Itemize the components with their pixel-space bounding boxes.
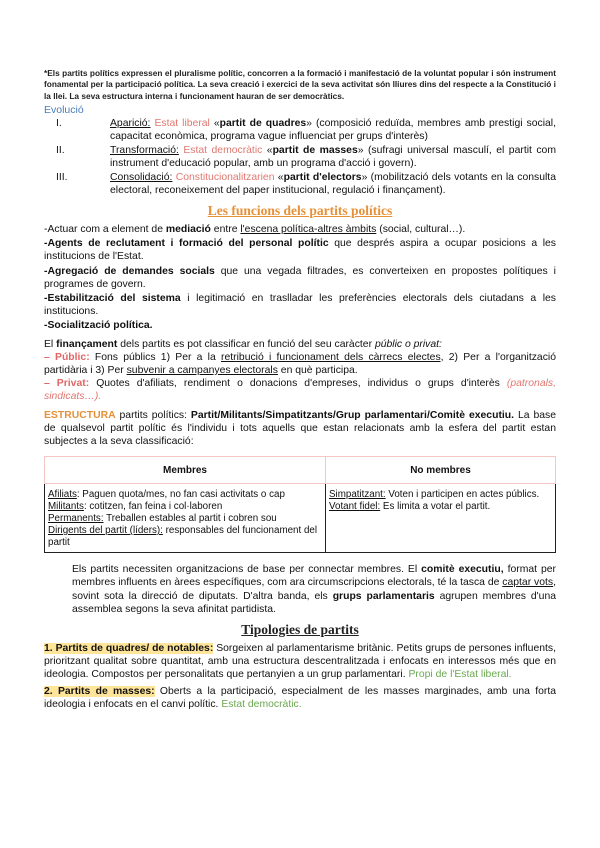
text-underlined: retribució i funcionament dels càrrecs electes, [221, 351, 444, 363]
membre-line [48, 525, 322, 549]
item-bold: partit de masses [272, 144, 358, 156]
term: Dirigents del partit (líders): [48, 525, 163, 537]
text: , sovint sota la direcció de diputats. D'altra banda, els [72, 577, 556, 602]
header-no-membres: No membres [326, 457, 556, 484]
text-underlined: l'escena política-altres àmbits [240, 223, 377, 235]
term: Simpatitzant: [329, 489, 386, 501]
quote-open: « [209, 117, 220, 129]
members-table [44, 456, 556, 553]
term: Votant fidel: [329, 501, 381, 513]
text: en què participa. [277, 364, 358, 376]
text: agrupen membres d'una assemblea segons la seva afinitat partidista. [72, 590, 556, 615]
text: La base de qualsevol partit polític és l'individu i tots aquells que estan relacionats amb la esfera del partit estan subjectes a la seva classificació: [44, 409, 556, 447]
text-green: Propi de l'Estat liberal. [408, 669, 512, 681]
public-label: – Públic: [44, 351, 90, 363]
item-term: Aparició: [110, 117, 151, 129]
text-bold: finançament [56, 338, 118, 350]
evolucio-heading: Evolució [44, 103, 84, 116]
no-membre-line [329, 501, 552, 513]
evolucio-item-1 [44, 117, 556, 143]
item-number: II. [56, 144, 65, 156]
no-membre-line [329, 489, 552, 501]
item-rest: (composició reduïda, membres amb prestigi social, capacitat econòmica, programa vague influenciat per grups d'interès) [110, 117, 556, 142]
item-rest: (sufragi universal masculí, el partit com instrument d'educació popular, amb un programa d'acció i govern). [110, 144, 556, 169]
financament-privat [44, 377, 556, 403]
text: Sorgeixen al parlamentarisme britànic. Petits grups de persones influents, prioritzant qualitat sobre quantitat, amb una estructura descentralitzada i enfocats en interessos més que en ideologia. Compostos per personalitats que pertanyien a un grup parlamentari. [44, 642, 556, 681]
intro-paragraph: *Els partits polítics expressen el pluralisme polític, concorren a la formació i manifestació de la voluntat popular i són instrument fonamental per la participació política. La seva creació i exercici de la seva activitat són lliures dins del respecte a la Constitució i la llei. La seva estructura interna i funcionament hauran de ser democràtics. [44, 68, 556, 101]
text: El [44, 338, 57, 350]
text-underlined: captar vots [502, 577, 554, 589]
tipologies-section [44, 642, 556, 711]
text: que una vegada filtrades, es converteixen en propostes polítiques i programes de govern. [44, 265, 556, 290]
highlight-label: 2. Partits de masses: [44, 685, 155, 697]
item-rest: (mobilització dels votants en la consulta electoral, reconeixement del paper institucional, regulació i finançament). [110, 171, 556, 196]
text-bold: -Socialització política. [44, 320, 153, 332]
text-green: Estat democràtic. [221, 698, 302, 710]
text: Treballen estables al partit i cobren sou [103, 513, 277, 525]
text-bold: mediació [165, 223, 211, 235]
text-italic: (patronals, sindicats…). [44, 378, 556, 403]
funcio-3 [44, 265, 556, 291]
text: partits polítics: [115, 409, 191, 421]
membre-line [48, 513, 322, 525]
text: Quotes d'afiliats, rendiment o donacions d'empreses, individus o grups d'interès [89, 378, 507, 390]
no-membres-cell [326, 484, 556, 553]
estructura-paragraph [44, 409, 556, 449]
document-page [44, 68, 556, 711]
item-number: I. [56, 117, 62, 129]
text: : cotitzen, fan feina i col·laboren [83, 501, 223, 513]
term: Militants [48, 501, 84, 513]
text: Fons públics 1) Per a la [89, 351, 222, 363]
evolucio-item-2 [44, 144, 556, 170]
term: Permanents: [48, 513, 104, 525]
quote-close: » [306, 117, 312, 129]
item-term: Consolidació: [110, 171, 173, 183]
tipologies-heading: Tipologies de partits [241, 621, 359, 637]
text: Els partits necessiten organitzacions de base per connectar membres. El [72, 564, 422, 576]
funcions-heading: Les funcions dels partits polítics [207, 202, 393, 218]
text: responsables del funcionament del partit [48, 525, 318, 549]
membres-cell [45, 484, 326, 553]
text: : Paguen quota/mes, no fan casi activitats o cap [76, 489, 285, 501]
membre-line [48, 489, 322, 501]
item-bold: partit d'electors [283, 171, 362, 183]
tipologia-1 [44, 642, 556, 682]
quote-open: « [262, 144, 273, 156]
table-row [45, 484, 556, 553]
quote-open: « [274, 171, 284, 183]
item-term: Transformació: [110, 144, 179, 156]
text: format per membres influents en àrees específiques, com ara circumscripcions electorals, té la tasca de [72, 564, 556, 589]
text-bold: grups parlamentaris [332, 590, 435, 602]
item-phase: Estat liberal [154, 117, 210, 129]
text-bold: -Agregació de demandes socials [44, 265, 215, 277]
text: Es limita a votar el partit. [380, 501, 491, 513]
quote-close: » [357, 144, 364, 156]
financament-paragraph [44, 338, 556, 351]
text-bold: -Estabilització del sistema [44, 292, 181, 304]
highlight-label: 1. Partits de quadres/ de notables: [44, 642, 214, 654]
quote-close: » [361, 171, 368, 183]
text: -Actuar com a element de [44, 223, 166, 235]
text-underlined: subvenir a campanyes electorals [126, 364, 278, 376]
privat-label: – Privat: [44, 378, 90, 390]
text: Voten i participen en actes públics. [385, 489, 540, 501]
funcio-4 [44, 292, 556, 318]
item-phase: Estat democràtic [183, 144, 263, 156]
text-bold: Partit/Militants/Simpatitzants/Grup parlamentari/Comitè executiu. [190, 409, 515, 421]
text: (social, cultural…). [376, 223, 466, 235]
funcio-5 [44, 319, 556, 332]
text: 2) Per a l'organització partidària i 3) Per [44, 351, 556, 376]
text-bold: comitè executiu, [421, 564, 504, 576]
text-bold: -Agents de reclutament i formació del personal polític [44, 238, 329, 250]
membre-line [48, 501, 322, 513]
item-bold: partit de quadres [219, 117, 307, 129]
item-number: III. [56, 171, 68, 183]
text: dels partits es pot classificar en funció del seu caràcter [117, 338, 375, 350]
organitzacio-paragraph [44, 563, 556, 616]
text: Oberts a la participació, especialment de les masses marginades, amb una forta ideologia i enfocats en el canvi polític. [44, 685, 556, 710]
term: Afiliats [48, 489, 77, 501]
text: i legitimació en traslladar les preferències electorals dels ciutadans a les institucions. [44, 292, 556, 318]
table-header-row [45, 457, 556, 484]
text: entre [210, 223, 241, 235]
estructura-label: ESTRUCTURA [44, 409, 116, 421]
text: que després aspira a ocupar posicions a les institucions de l'Estat. [44, 238, 556, 263]
tipologia-2 [44, 685, 556, 711]
funcio-2 [44, 237, 556, 263]
text-italic: públic o privat: [374, 338, 442, 350]
header-membres: Membres [45, 457, 326, 484]
funcio-1 [44, 223, 556, 236]
financament-public [44, 351, 556, 377]
evolucio-list [44, 117, 556, 197]
item-phase: Constitucionalitzarien [175, 171, 275, 183]
evolucio-item-3 [44, 171, 556, 197]
